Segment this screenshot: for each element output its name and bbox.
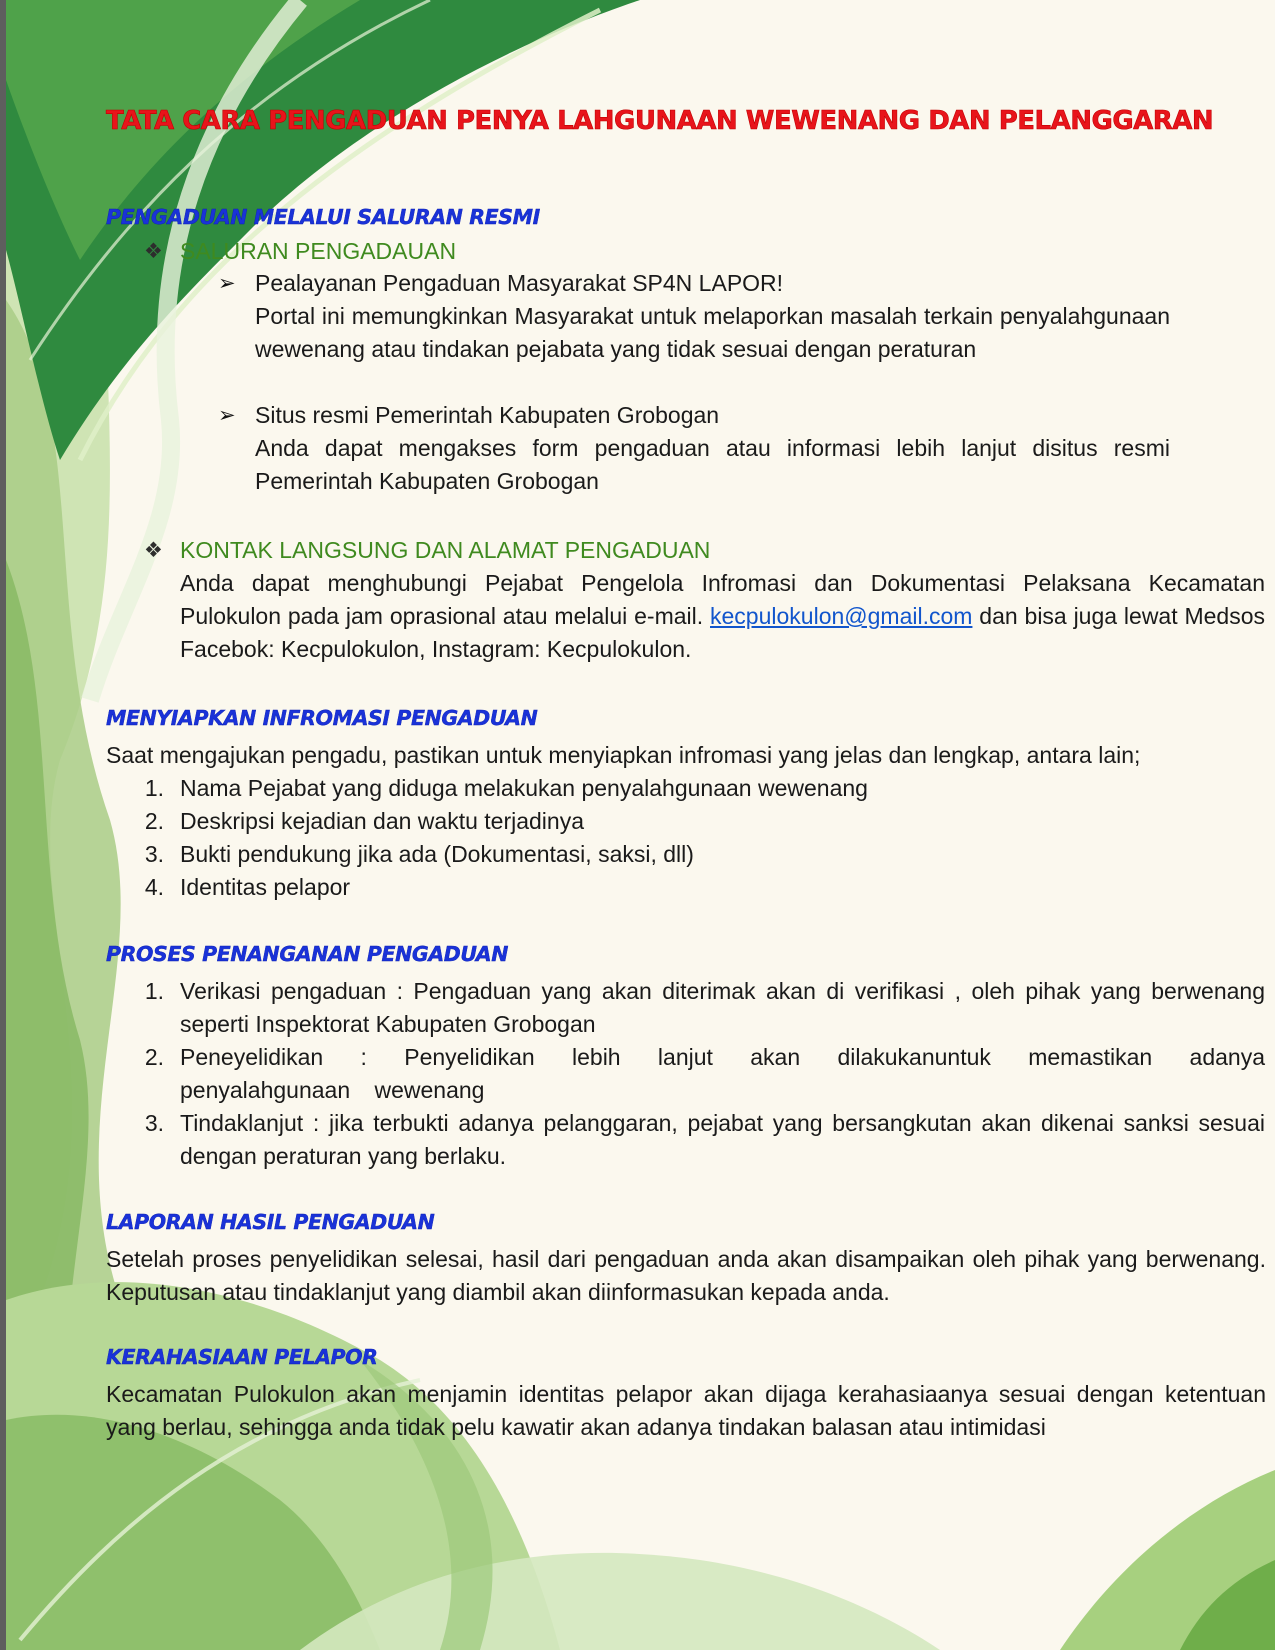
section-heading-prepare-info: MENYIAPKAN INFROMASI PENGADUAN (106, 706, 538, 730)
section-heading-confidentiality: KERAHASIAAN PELAPOR (106, 1345, 378, 1369)
diamond-bullet-icon: ❖ (144, 539, 163, 562)
list-item: Deskripsi kejadian dan waktu terjadinya (180, 808, 584, 834)
email-link[interactable]: kecpulokulon@gmail.com (710, 603, 973, 629)
list-item: Peneyelidikan : Penyelidikan lebih lanjut akan dilakukanuntuk memastikan adanya penyalahgunaan wewenang (180, 1044, 1265, 1103)
list-item: Tindaklanjut : jika terbukti adanya pelanggaran, pejabat yang bersangkutan akan dikenai sanksi sesuai dengan peraturan yang berlaku. (180, 1110, 1265, 1169)
channel-item-desc: Anda dapat mengakses form pengaduan atau informasi lebih lanjut disitus resmi Pemerintah Kabupaten Grobogan (255, 435, 1170, 494)
contact-text-after: dan bisa juga lewat Medsos Facebok: Kecpulokulon, Instagram: Kecpulokulon. (180, 603, 1266, 662)
section-heading-report-result: LAPORAN HASIL PENGADUAN (106, 1210, 435, 1234)
section-heading-handling-process: PROSES PENANGANAN PENGADUAN (106, 942, 508, 966)
subheading-contact: KONTAK LANGSUNG DAN ALAMAT PENGADUAN (180, 537, 711, 563)
contact-text-before: Anda dapat menghubungi Pejabat Pengelola Infromasi dan Dokumentasi Pelaksana Kecamatan Pulokulon pada jam oprasional atau melalui e-mail. (180, 570, 1265, 629)
list-item: Bukti pendukung jika ada (Dokumentasi, saksi, dll) (180, 841, 694, 867)
list-item: Verikasi pengaduan : Pengaduan yang akan diterimak akan di verifikasi , oleh pihak yang berwenang seperti Inspektorat Kabupaten Grobogan (180, 978, 1265, 1037)
channel-item-title: Pealayanan Pengaduan Masyarakat SP4N LAPOR! (255, 270, 784, 296)
contact-paragraph (180, 567, 1265, 666)
section-heading-official-channels: PENGADUAN MELALUI SALURAN RESMI (106, 205, 540, 229)
list-number: 3. (144, 1110, 164, 1136)
list-item: Identitas pelapor (180, 874, 351, 900)
list-number: 3. (144, 841, 164, 867)
channel-item-title: Situs resmi Pemerintah Kabupaten Grobogan (255, 402, 720, 428)
arrow-bullet-icon: ➢ (218, 404, 236, 427)
report-result-paragraph: Setelah proses penyelidikan selesai, hasil dari pengaduan anda akan disampaikan oleh pihak yang berwenang. Keputusan atau tindaklanjut yang diambil akan diinformasukan kepada anda. (106, 1246, 1266, 1305)
channel-item-lapor (255, 267, 1170, 366)
channel-item-website (255, 399, 1170, 498)
channel-item-desc: Portal ini memungkinkan Masyarakat untuk melaporkan masalah terkain penyalahgunaan wewenang atau tindakan pejabata yang tidak sesuai dengan peraturan (255, 303, 1170, 362)
arrow-bullet-icon: ➢ (218, 272, 236, 295)
subheading-channels: SALURAN PENGADAUAN (180, 238, 457, 264)
list-number: 2. (144, 1044, 164, 1070)
list-item: Nama Pejabat yang diduga melakukan penyalahgunaan wewenang (180, 775, 868, 801)
list-number: 2. (144, 808, 164, 834)
list-number: 4. (144, 874, 164, 900)
list-number: 1. (144, 978, 164, 1004)
diamond-bullet-icon: ❖ (144, 240, 163, 263)
page-title: TATA CARA PENGADUAN PENYA LAHGUNAAN WEWENANG DAN PELANGGARAN (106, 106, 1214, 136)
prepare-intro: Saat mengajukan pengadu, pastikan untuk menyiapkan infromasi yang jelas dan lengkap, antara lain; (106, 742, 1141, 768)
list-number: 1. (144, 775, 164, 801)
confidentiality-paragraph: Kecamatan Pulokulon akan menjamin identitas pelapor akan dijaga kerahasiaanya sesuai dengan ketentuan yang berlau, sehingga anda tidak pelu kawatir akan adanya tindakan balasan atau intimidasi (106, 1381, 1266, 1440)
